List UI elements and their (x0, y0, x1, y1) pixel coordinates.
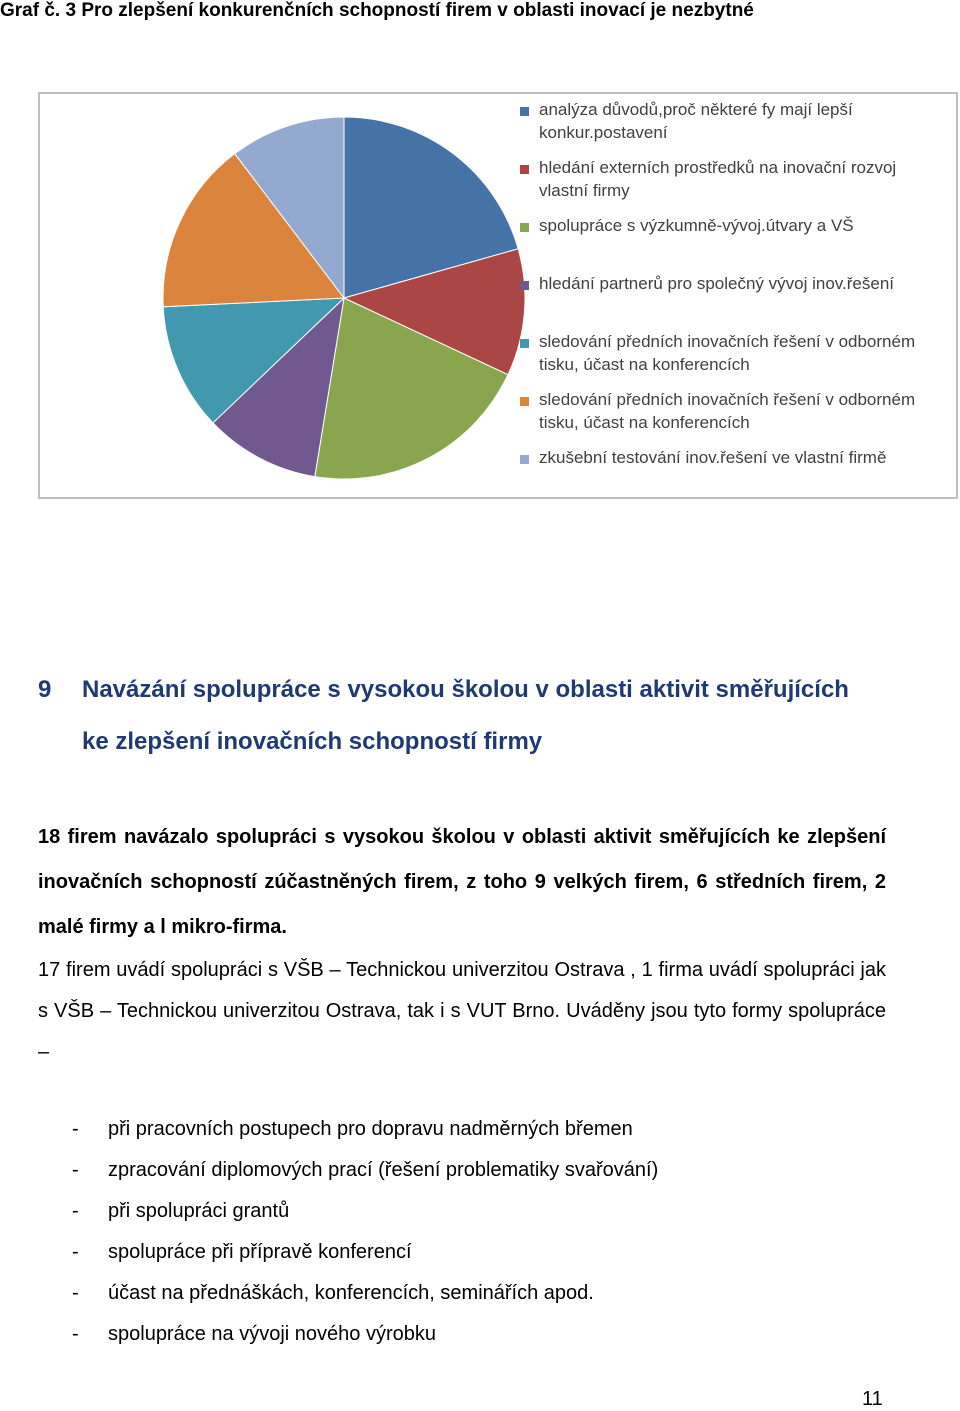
legend-item-1 (520, 98, 940, 144)
summary-paragraph: 18 firem navázalo spolupráci s vysokou školou v oblasti aktivit směřujících ke zlepšení inovačních schopností zúčastněných firem, z toho 9 velkých firem, 6 středních firem, 2 malé firmy a l mikro-firma. (38, 826, 886, 938)
legend-swatch (520, 281, 529, 290)
bullet-dash: - (72, 1241, 79, 1263)
legend-label: zkušební testování inov.řešení ve vlastní firmě (539, 448, 887, 467)
legend-label: analýza důvodů,proč některé fy mají lepší konkur.postavení (539, 100, 853, 142)
legend-label: sledování předních inovačních řešení v odborném tisku, účast na konferencích (539, 332, 916, 374)
bullet-dash: - (72, 1118, 79, 1140)
legend-item-3 (520, 214, 940, 237)
list-item (72, 1314, 658, 1355)
list-item-text: při pracovních postupech pro dopravu nadměrných břemen (108, 1118, 633, 1140)
list-item (72, 1150, 658, 1191)
list-item-text: při spolupráci grantů (108, 1200, 290, 1222)
legend-item-5 (520, 330, 940, 376)
legend-swatch (520, 107, 529, 116)
pie-chart-frame (38, 92, 958, 499)
legend-swatch (520, 455, 529, 464)
section-title-line1: Navázání spolupráce s vysokou školou v oblasti aktivit směřujících (82, 676, 849, 703)
legend-label: spolupráce s výzkumně-vývoj.útvary a VŠ (539, 216, 854, 235)
section-heading (38, 664, 849, 768)
pie-chart (40, 94, 956, 497)
list-item (72, 1109, 658, 1150)
list-item (72, 1232, 658, 1273)
cooperation-forms-list (72, 1109, 658, 1355)
bullet-dash: - (72, 1323, 79, 1345)
legend-swatch (520, 223, 529, 232)
legend-item-7 (520, 446, 940, 469)
figure-caption: Graf č. 3 Pro zlepšení konkurenčních schopností firem v oblasti inovací je nezbytné (0, 0, 754, 21)
legend-item-2 (520, 156, 940, 202)
legend-swatch (520, 397, 529, 406)
list-item-text: spolupráce na vývoji nového výrobku (108, 1323, 436, 1345)
legend-label: hledání externích prostředků na inovační rozvoj vlastní firmy (539, 158, 897, 200)
legend-swatch (520, 339, 529, 348)
section-title-line2: ke zlepšení inovačních schopností firmy (82, 728, 543, 755)
bullet-dash: - (72, 1159, 79, 1181)
body-paragraph: 17 firem uvádí spolupráci s VŠB – Technickou univerzitou Ostrava , 1 firma uvádí spolupráci jak s VŠB – Technickou univerzitou Ostrava, tak i s VUT Brno. Uváděny jsou tyto formy spolupráce – (38, 959, 886, 1063)
list-item (72, 1191, 658, 1232)
page-number: 11 (862, 1388, 883, 1410)
section-number: 9 (38, 676, 52, 703)
legend-item-4 (520, 272, 940, 295)
bullet-dash: - (72, 1282, 79, 1304)
list-item-text: účast na přednáškách, konferencích, seminářích apod. (108, 1282, 594, 1304)
list-item-text: zpracování diplomových prací (řešení problematiky svařování) (108, 1159, 659, 1181)
legend-item-6 (520, 388, 940, 434)
list-item-text: spolupráce při přípravě konferencí (108, 1241, 412, 1263)
list-item (72, 1273, 658, 1314)
bullet-dash: - (72, 1200, 79, 1222)
legend-label: sledování předních inovačních řešení v odborném tisku, účast na konferencích (539, 390, 916, 432)
legend-swatch (520, 165, 529, 174)
legend-label: hledání partnerů pro společný vývoj inov.řešení (539, 274, 894, 293)
